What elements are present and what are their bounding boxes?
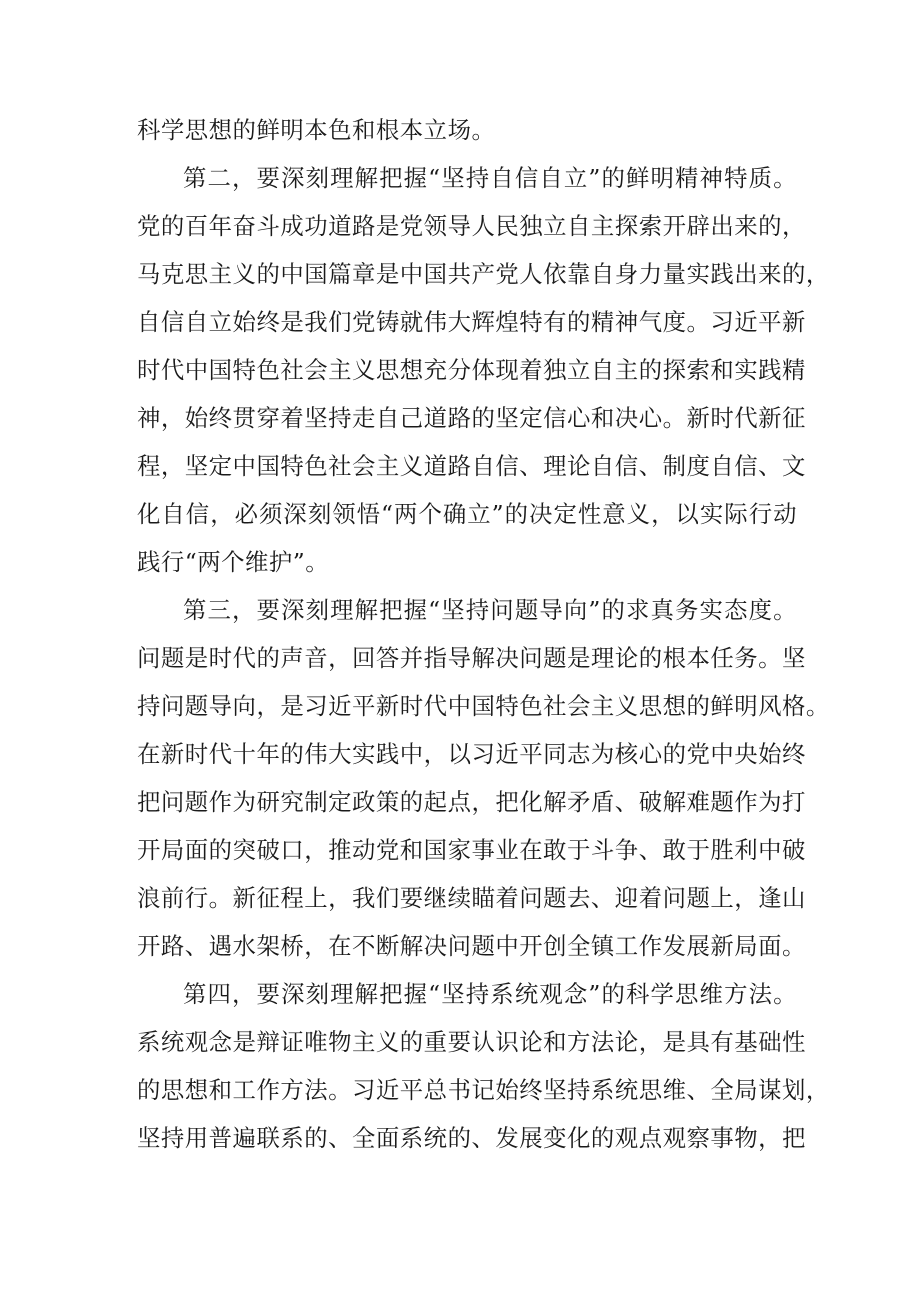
- text-line: 化自信，必须深刻领悟“两个确立”的决定性意义，以实际行动: [137, 500, 797, 528]
- text-line: 践行“两个维护”。: [137, 548, 330, 576]
- text-line: 党的百年奋斗成功道路是党领导人民独立自主探索开辟出来的，: [137, 212, 806, 240]
- text-line: 神，始终贯穿着坚持走自己道路的坚定信心和决心。新时代新征: [137, 404, 806, 432]
- text-line: 坚持用普遍联系的、全面系统的、发展变化的观点观察事物，把: [137, 1124, 806, 1152]
- text-line: 在新时代十年的伟大实践中，以习近平同志为核心的党中央始终: [137, 740, 806, 768]
- text-line: 时代中国特色社会主义思想充分体现着独立自主的探索和实践精: [137, 356, 806, 384]
- text-line: 浪前行。新征程上，我们要继续瞄着问题去、迎着问题上，逢山: [137, 884, 806, 912]
- text-line: 程，坚定中国特色社会主义道路自信、理论自信、制度自信、文: [137, 452, 806, 480]
- text-line: 系统观念是辩证唯物主义的重要认识论和方法论，是具有基础性: [137, 1028, 806, 1056]
- paragraph-heading: 第二，要深刻理解把握“坚持自信自立”的鲜明精神特质。: [183, 164, 797, 192]
- text-line: 把问题作为研究制定政策的起点，把化解矛盾、破解难题作为打: [137, 788, 806, 816]
- text-line: 科学思想的鲜明本色和根本立场。: [137, 116, 496, 144]
- paragraph-heading: 第四，要深刻理解把握“坚持系统观念”的科学思维方法。: [183, 980, 797, 1008]
- text-line: 问题是时代的声音，回答并指导解决问题是理论的根本任务。坚: [137, 644, 806, 672]
- text-line: 开路、遇水架桥，在不断解决问题中开创全镇工作发展新局面。: [137, 932, 806, 960]
- text-line: 开局面的突破口，推动党和国家事业在敢于斗争、敢于胜利中破: [137, 836, 806, 864]
- text-line: 持问题导向，是习近平新时代中国特色社会主义思想的鲜明风格。: [137, 692, 830, 720]
- text-line: 的思想和工作方法。习近平总书记始终坚持系统思维、全局谋划，: [137, 1076, 830, 1104]
- text-line: 自信自立始终是我们党铸就伟大辉煌特有的精神气度。习近平新: [137, 308, 806, 336]
- paragraph-heading: 第三，要深刻理解把握“坚持问题导向”的求真务实态度。: [183, 596, 797, 624]
- text-line: 马克思主义的中国篇章是中国共产党人依靠自身力量实践出来的，: [137, 260, 830, 288]
